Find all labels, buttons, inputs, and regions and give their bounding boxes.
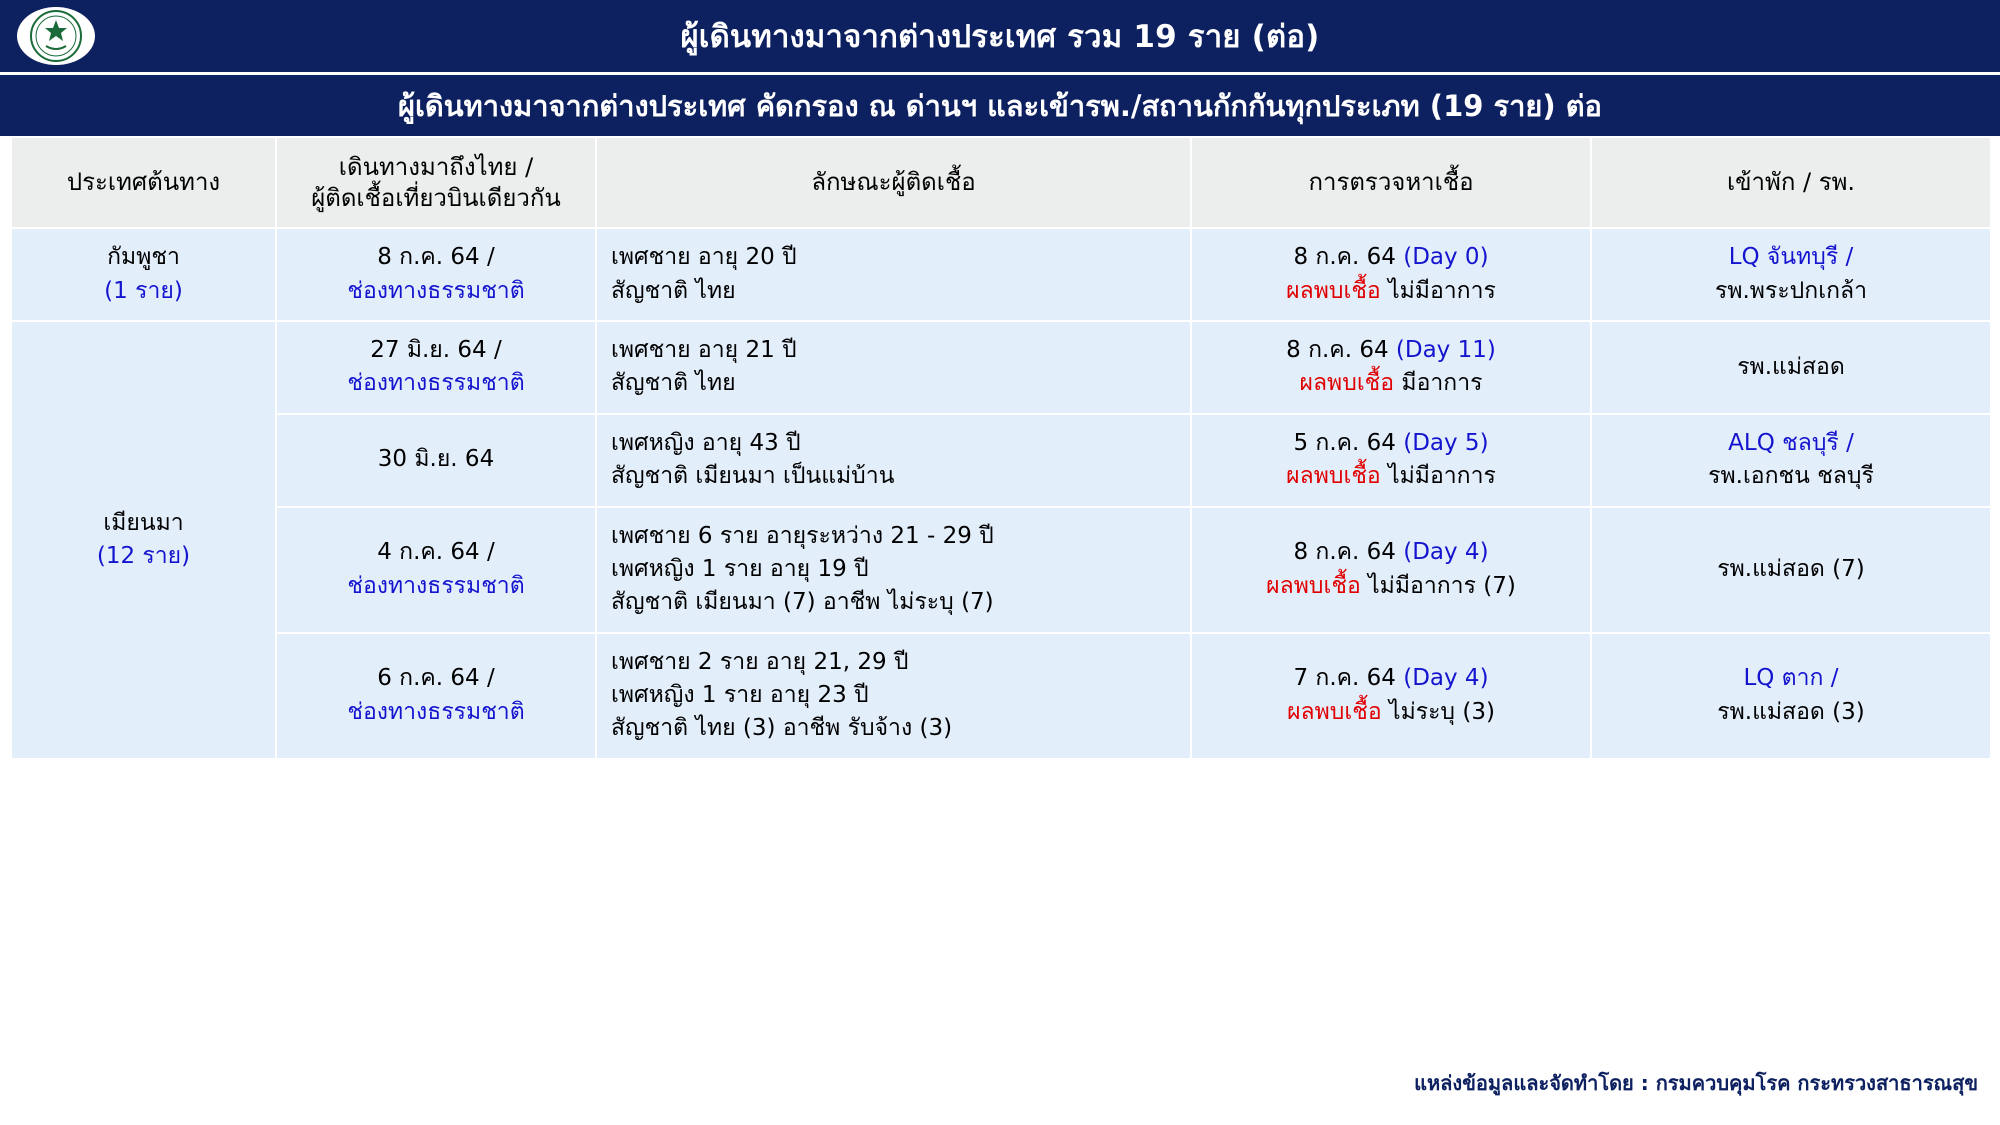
cell-origin-country: เมียนมา (12 ราย) [11,321,276,758]
table-row [11,633,1991,759]
cell-testing: 7 ก.ค. 64 (Day 4) ผลพบเชื้อ ไม่ระบุ (3) [1191,633,1591,759]
table-row [11,414,1991,507]
cell-testing: 8 ก.ค. 64 (Day 11) ผลพบเชื้อ มีอาการ [1191,321,1591,414]
table-row [11,228,1991,321]
cell-testing: 8 ก.ค. 64 (Day 4) ผลพบเชื้อ ไม่มีอาการ (7) [1191,507,1591,633]
column-header-origin-country: ประเทศต้นทาง [11,137,276,228]
table-header-row [11,137,1991,228]
column-header-arrival: เดินทางมาถึงไทย / ผู้ติดเชื้อเที่ยวบินเดียวกัน [276,137,596,228]
cell-arrival: 30 มิ.ย. 64 [276,414,596,507]
cell-accommodation: รพ.แม่สอด [1591,321,1991,414]
cell-case-profile: เพศชาย 6 ราย อายุระหว่าง 21 - 29 ปี เพศหญิง 1 ราย อายุ 19 ปี สัญชาติ เมียนมา (7) อาชีพ ไม่ระบุ (7) [596,507,1191,633]
cell-accommodation: รพ.แม่สอด (7) [1591,507,1991,633]
cell-arrival: 8 ก.ค. 64 / ช่องทางธรรมชาติ [276,228,596,321]
column-header-case-profile: ลักษณะผู้ติดเชื้อ [596,137,1191,228]
table-row [11,321,1991,414]
page-subtitle: ผู้เดินทางมาจากต่างประเทศ คัดกรอง ณ ด่านฯ และเข้ารพ./สถานกักกันทุกประเภท (19 ราย) ต่อ [398,88,1602,123]
title-bar [0,0,2000,72]
cell-arrival: 6 ก.ค. 64 / ช่องทางธรรมชาติ [276,633,596,759]
cell-arrival: 4 ก.ค. 64 / ช่องทางธรรมชาติ [276,507,596,633]
page-title: ผู้เดินทางมาจากต่างประเทศ รวม 19 ราย (ต่อ) [680,19,1320,55]
subtitle-bar [0,72,2000,136]
cell-accommodation: LQ จันทบุรี / รพ.พระปกเกล้า [1591,228,1991,321]
cell-case-profile: เพศชาย 2 ราย อายุ 21, 29 ปี เพศหญิง 1 ราย อายุ 23 ปี สัญชาติ ไทย (3) อาชีพ รับจ้าง (3) [596,633,1191,759]
cell-arrival: 27 มิ.ย. 64 / ช่องทางธรรมชาติ [276,321,596,414]
travelers-table [10,136,1992,760]
cell-case-profile: เพศหญิง อายุ 43 ปี สัญชาติ เมียนมา เป็นแม่บ้าน [596,414,1191,507]
source-footer: แหล่งข้อมูลและจัดทำโดย : กรมควบคุมโรค กระทรวงสาธารณสุข [1414,1071,1978,1095]
cell-testing: 8 ก.ค. 64 (Day 0) ผลพบเชื้อ ไม่มีอาการ [1191,228,1591,321]
column-header-testing: การตรวจหาเชื้อ [1191,137,1591,228]
cell-accommodation: LQ ตาก / รพ.แม่สอด (3) [1591,633,1991,759]
ministry-of-public-health-logo-icon [14,4,98,68]
column-header-accommodation: เข้าพัก / รพ. [1591,137,1991,228]
table-row [11,507,1991,633]
cell-case-profile: เพศชาย อายุ 21 ปี สัญชาติ ไทย [596,321,1191,414]
cell-accommodation: ALQ ชลบุรี / รพ.เอกชน ชลบุรี [1591,414,1991,507]
cell-origin-country: กัมพูชา (1 ราย) [11,228,276,321]
cell-case-profile: เพศชาย อายุ 20 ปี สัญชาติ ไทย [596,228,1191,321]
cell-testing: 5 ก.ค. 64 (Day 5) ผลพบเชื้อ ไม่มีอาการ [1191,414,1591,507]
